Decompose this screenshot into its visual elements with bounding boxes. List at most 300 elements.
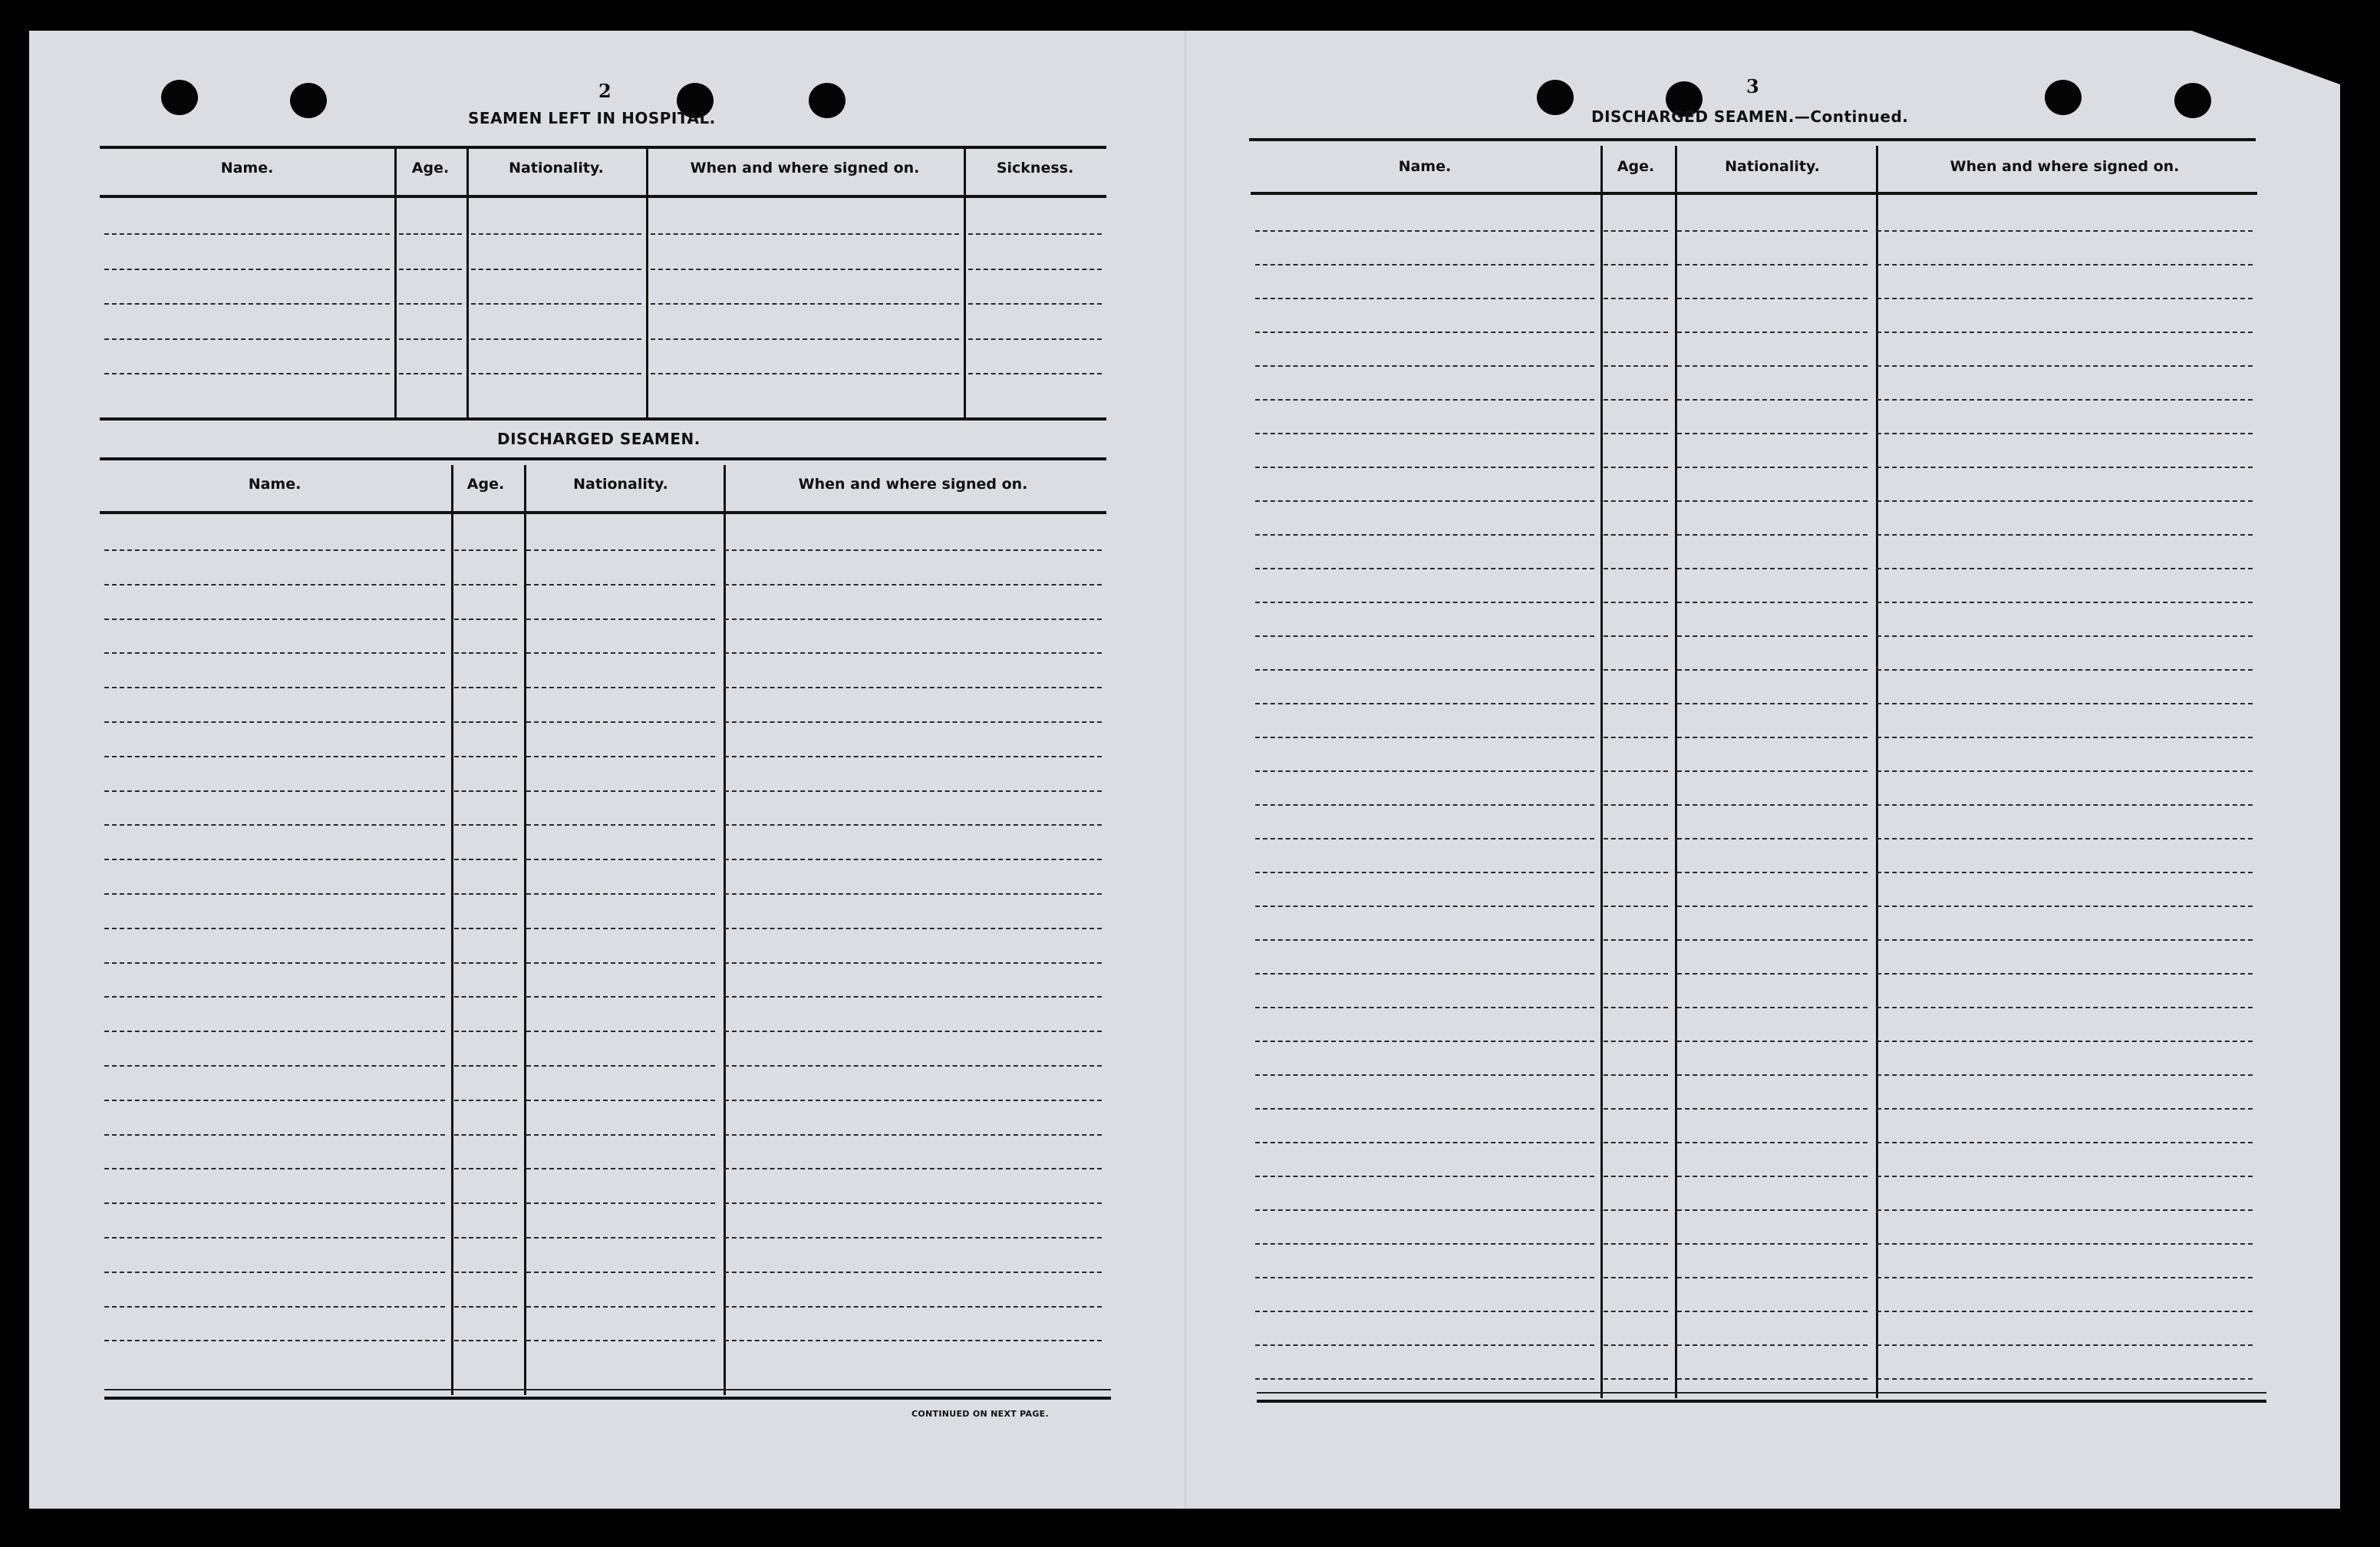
continued-ruled-line [1604,838,1668,839]
discharged-col-header: Age. [466,476,505,493]
continued-ruled-line [1677,230,1867,232]
continued-ruled-line [1677,905,1867,907]
continued-ruled-line [1604,433,1668,434]
continued-ruled-line [1255,973,1594,975]
continued-ruled-line [1877,1041,2253,1042]
continued-ruled-line [1255,1209,1594,1211]
continued-ruled-line [1877,770,2253,772]
continued-ruled-line [1877,703,2253,704]
hospital-ruled-line [471,269,641,270]
discharged-ruled-line [526,859,715,860]
continued-ruled-line [1677,602,1867,603]
discharged-ruled-line [724,549,1102,551]
continued-ruled-line [1255,467,1594,468]
continued-ruled-line [1255,1074,1594,1076]
discharged-ruled-line [724,1168,1102,1169]
continued-ruled-line [1877,838,2253,839]
discharged-ruled-line [724,1340,1102,1341]
continued-ruled-line [1877,1142,2253,1143]
discharged-col-header: When and where signed on. [798,476,1028,493]
hospital-ruled-line [399,338,462,340]
continued-ruled-line [1604,332,1668,333]
continued-ruled-line [1255,1108,1594,1110]
continued-ruled-line [1604,1243,1668,1245]
discharged-col-header: Name. [248,476,302,493]
discharged-ruled-line [104,1100,445,1101]
discharged-ruled-line [454,618,517,620]
continued-ruled-line [1255,433,1594,434]
hospital-ruled-line [104,338,390,340]
discharged-ruled-line [104,584,445,585]
continued-ruled-line [1677,264,1867,266]
discharged-col-divider [451,465,453,1395]
continued-header-rule [1251,192,2257,195]
continued-ruled-line [1604,264,1668,266]
continued-ruled-line [1255,1142,1594,1143]
discharged-ruled-line [454,1202,517,1204]
continued-ruled-line [1604,973,1668,975]
discharged-ruled-line [724,721,1102,723]
punch-hole [2045,80,2082,115]
hospital-ruled-line [968,269,1102,270]
continued-ruled-line [1877,1007,2253,1008]
discharged-ruled-line [724,893,1102,895]
discharged-ruled-line [724,859,1102,860]
continued-ruled-line [1877,1378,2253,1380]
discharged-continued-title: DISCHARGED SEAMEN.—Continued. [1591,107,1909,126]
hospital-ruled-line [651,269,959,270]
continued-ruled-line [1255,399,1594,401]
hospital-ruled-line [399,303,462,305]
discharged-table-bottom-rule [104,1397,1111,1400]
continued-ruled-line [1877,669,2253,671]
continued-ruled-line [1604,635,1668,637]
discharged-table-end-rule [104,1389,1111,1390]
continued-ruled-line [1604,669,1668,671]
discharged-ruled-line [526,1065,715,1067]
discharged-ruled-line [724,1134,1102,1136]
continued-ruled-line [1604,365,1668,367]
discharged-ruled-line [454,1306,517,1308]
discharged-col-divider [524,465,526,1395]
discharged-col-divider [724,465,726,1395]
discharged-ruled-line [724,1031,1102,1032]
discharged-ruled-line [454,1100,517,1101]
hospital-ruled-line [651,338,959,340]
continued-ruled-line [1877,399,2253,401]
continued-ruled-line [1604,298,1668,299]
discharged-ruled-line [454,928,517,929]
continued-ruled-line [1255,298,1594,299]
continued-ruled-line [1604,534,1668,536]
hospital-col-header: When and where signed on. [690,160,920,176]
continued-ruled-line [1677,1142,1867,1143]
continued-ruled-line [1877,1277,2253,1278]
continued-table-top-rule [1249,138,2256,141]
discharged-ruled-line [526,1272,715,1273]
continued-col-header: Nationality. [1725,158,1820,175]
discharged-ruled-line [454,996,517,998]
discharged-ruled-line [454,756,517,757]
punch-hole [809,83,846,118]
discharged-ruled-line [454,1340,517,1341]
discharged-ruled-line [454,1237,517,1239]
discharged-ruled-line [724,756,1102,757]
continued-ruled-line [1877,872,2253,873]
continued-ruled-line [1255,534,1594,536]
hospital-ruled-line [399,373,462,374]
continued-ruled-line [1604,568,1668,569]
continued-ruled-line [1877,804,2253,806]
hospital-ruled-line [471,233,641,235]
hospital-table-bottom-rule [100,417,1106,421]
continued-ruled-line [1604,230,1668,232]
continued-ruled-line [1255,230,1594,232]
hospital-ruled-line [471,338,641,340]
hospital-ruled-line [399,269,462,270]
discharged-ruled-line [104,996,445,998]
continued-ruled-line [1877,298,2253,299]
discharged-ruled-line [724,1202,1102,1204]
continued-ruled-line [1677,939,1867,941]
discharged-ruled-line [454,1065,517,1067]
discharged-ruled-line [724,1065,1102,1067]
continued-ruled-line [1877,568,2253,569]
discharged-ruled-line [104,1065,445,1067]
continued-ruled-line [1604,703,1668,704]
discharged-ruled-line [104,618,445,620]
continued-ruled-line [1677,298,1867,299]
discharged-ruled-line [724,996,1102,998]
continued-ruled-line [1255,1378,1594,1380]
continued-ruled-line [1255,804,1594,806]
continued-ruled-line [1677,1007,1867,1008]
continued-ruled-line [1877,1243,2253,1245]
continued-ruled-line [1255,872,1594,873]
hospital-ruled-line [471,303,641,305]
discharged-ruled-line [724,1306,1102,1308]
discharged-ruled-line [526,1168,715,1169]
discharged-ruled-line [104,756,445,757]
discharged-ruled-line [526,687,715,688]
continued-ruled-line [1255,770,1594,772]
discharged-ruled-line [454,652,517,654]
discharged-ruled-line [104,1306,445,1308]
discharged-ruled-line [454,584,517,585]
continued-ruled-line [1877,433,2253,434]
continued-ruled-line [1677,804,1867,806]
continued-ruled-line [1877,905,2253,907]
discharged-col-header: Nationality. [573,476,668,493]
discharged-ruled-line [526,721,715,723]
hospital-ruled-line [651,373,959,374]
hospital-ruled-line [968,373,1102,374]
continued-ruled-line [1677,635,1867,637]
continued-table-bottom-rule [1257,1400,2266,1403]
hospital-col-divider [964,147,966,417]
continued-ruled-line [1677,332,1867,333]
continued-ruled-line [1877,1344,2253,1346]
discharged-ruled-line [104,1168,445,1169]
continued-ruled-line [1255,1311,1594,1312]
continued-ruled-line [1255,1277,1594,1278]
continued-col-divider [1600,146,1603,1398]
discharged-ruled-line [526,824,715,826]
discharged-ruled-line [724,790,1102,792]
hospital-ruled-line [104,233,390,235]
continued-ruled-line [1677,433,1867,434]
continued-ruled-line [1604,1074,1668,1076]
discharged-ruled-line [104,1202,445,1204]
continued-ruled-line [1677,568,1867,569]
discharged-ruled-line [526,652,715,654]
page-number-left: 2 [598,80,611,102]
continued-col-header: Name. [1398,158,1452,175]
discharged-ruled-line [526,928,715,929]
continued-ruled-line [1677,500,1867,502]
continued-ruled-line [1255,1041,1594,1042]
continued-ruled-line [1604,1142,1668,1143]
continued-ruled-line [1677,737,1867,738]
hospital-ruled-line [968,233,1102,235]
continued-col-header: Age. [1617,158,1655,175]
discharged-ruled-line [454,1168,517,1169]
discharged-ruled-line [724,1100,1102,1101]
continued-ruled-line [1604,602,1668,603]
discharged-table-top-rule [100,457,1106,460]
punch-hole [161,80,198,115]
continued-ruled-line [1604,1041,1668,1042]
page-fold [1185,31,1186,1509]
hospital-ruled-line [471,373,641,374]
continued-ruled-line [1255,703,1594,704]
continued-ruled-line [1255,602,1594,603]
discharged-ruled-line [526,1031,715,1032]
discharged-ruled-line [526,618,715,620]
continued-ruled-line [1877,500,2253,502]
discharged-ruled-line [104,721,445,723]
discharged-ruled-line [526,1202,715,1204]
discharged-ruled-line [724,824,1102,826]
continued-ruled-line [1604,1378,1668,1380]
continued-ruled-line [1255,1243,1594,1245]
continued-ruled-line [1877,939,2253,941]
continued-ruled-line [1877,737,2253,738]
discharged-ruled-line [454,893,517,895]
punch-hole [290,83,327,118]
continued-ruled-line [1255,332,1594,333]
discharged-ruled-line [104,1272,445,1273]
discharged-header-rule [100,511,1106,514]
continued-ruled-line [1604,804,1668,806]
continued-ruled-line [1255,1176,1594,1177]
continued-ruled-line [1255,669,1594,671]
discharged-ruled-line [526,1134,715,1136]
discharged-ruled-line [104,1237,445,1239]
continued-ruled-line [1604,1209,1668,1211]
discharged-ruled-line [454,1134,517,1136]
discharged-ruled-line [104,687,445,688]
discharged-ruled-line [104,893,445,895]
hospital-col-header: Age. [411,160,450,176]
hospital-ruled-line [399,233,462,235]
continued-ruled-line [1877,467,2253,468]
continued-ruled-line [1255,737,1594,738]
hospital-ruled-line [104,373,390,374]
discharged-ruled-line [104,859,445,860]
continued-ruled-line [1255,905,1594,907]
continued-ruled-line [1677,1243,1867,1245]
continued-ruled-line [1677,703,1867,704]
continued-ruled-line [1877,230,2253,232]
continued-ruled-line [1677,1074,1867,1076]
discharged-ruled-line [104,790,445,792]
continued-ruled-line [1677,1277,1867,1278]
continued-ruled-line [1604,1108,1668,1110]
continued-ruled-line [1255,838,1594,839]
manifest-sheet [29,31,2340,1509]
discharged-ruled-line [454,824,517,826]
discharged-section-title: DISCHARGED SEAMEN. [497,430,700,448]
continued-ruled-line [1604,939,1668,941]
continued-ruled-line [1604,1277,1668,1278]
punch-hole [2174,83,2211,118]
discharged-ruled-line [724,928,1102,929]
discharged-ruled-line [526,1306,715,1308]
continued-ruled-line [1255,939,1594,941]
hospital-ruled-line [968,303,1102,305]
discharged-ruled-line [724,618,1102,620]
continued-ruled-line [1604,770,1668,772]
continued-ruled-line [1677,467,1867,468]
hospital-ruled-line [104,303,390,305]
continued-ruled-line [1255,1344,1594,1346]
continued-ruled-line [1677,838,1867,839]
continued-ruled-line [1877,365,2253,367]
continued-ruled-line [1604,737,1668,738]
continued-ruled-line [1604,1311,1668,1312]
discharged-ruled-line [104,1340,445,1341]
torn-corner [2010,31,2340,84]
hospital-col-header: Nationality. [509,160,604,176]
hospital-ruled-line [104,269,390,270]
continued-ruled-line [1677,1344,1867,1346]
page-number-right: 3 [1746,75,1759,97]
continued-ruled-line [1677,1378,1867,1380]
discharged-ruled-line [526,962,715,964]
hospital-col-header: Sickness. [996,160,1074,176]
continued-ruled-line [1604,399,1668,401]
discharged-ruled-line [724,584,1102,585]
discharged-ruled-line [724,1237,1102,1239]
hospital-header-rule [100,195,1106,198]
discharged-ruled-line [526,549,715,551]
continued-ruled-line [1877,1311,2253,1312]
continued-ruled-line [1604,872,1668,873]
hospital-section-title: SEAMEN LEFT IN HOSPITAL. [468,109,716,127]
continued-ruled-line [1604,500,1668,502]
continued-ruled-line [1677,365,1867,367]
discharged-ruled-line [454,1031,517,1032]
continued-ruled-line [1877,1209,2253,1211]
discharged-ruled-line [526,1340,715,1341]
discharged-ruled-line [104,962,445,964]
continued-ruled-line [1604,1344,1668,1346]
discharged-ruled-line [454,1272,517,1273]
continued-ruled-line [1677,1108,1867,1110]
discharged-ruled-line [526,1100,715,1101]
continued-col-header: When and where signed on. [1950,158,2180,175]
discharged-ruled-line [104,652,445,654]
continued-ruled-line [1877,264,2253,266]
discharged-ruled-line [526,893,715,895]
continued-ruled-line [1604,1007,1668,1008]
continued-ruled-line [1877,332,2253,333]
continued-ruled-line [1677,770,1867,772]
hospital-table-top-rule [100,146,1106,149]
hospital-ruled-line [651,233,959,235]
continued-ruled-line [1255,500,1594,502]
discharged-ruled-line [454,859,517,860]
hospital-ruled-line [968,338,1102,340]
continued-ruled-line [1677,669,1867,671]
continued-ruled-line [1677,399,1867,401]
discharged-ruled-line [454,687,517,688]
continued-ruled-line [1877,635,2253,637]
hospital-col-divider [394,147,397,417]
discharged-ruled-line [526,756,715,757]
discharged-ruled-line [724,962,1102,964]
discharged-ruled-line [454,962,517,964]
hospital-col-divider [466,147,469,417]
discharged-ruled-line [724,687,1102,688]
discharged-ruled-line [104,1134,445,1136]
discharged-ruled-line [454,790,517,792]
continued-ruled-line [1255,568,1594,569]
continued-ruled-line [1877,602,2253,603]
discharged-ruled-line [104,824,445,826]
hospital-ruled-line [651,303,959,305]
continued-ruled-line [1604,1176,1668,1177]
continued-ruled-line [1677,1041,1867,1042]
continued-ruled-line [1677,973,1867,975]
continued-note: CONTINUED ON NEXT PAGE. [911,1409,1049,1419]
hospital-col-header: Name. [220,160,274,176]
discharged-ruled-line [724,652,1102,654]
continued-ruled-line [1255,1007,1594,1008]
punch-hole [1537,80,1574,115]
hospital-col-divider [646,147,648,417]
continued-ruled-line [1877,1074,2253,1076]
discharged-ruled-line [526,996,715,998]
discharged-ruled-line [104,928,445,929]
continued-ruled-line [1255,264,1594,266]
discharged-ruled-line [526,584,715,585]
continued-ruled-line [1677,872,1867,873]
discharged-ruled-line [724,1272,1102,1273]
continued-ruled-line [1677,534,1867,536]
discharged-ruled-line [526,790,715,792]
continued-ruled-line [1677,1209,1867,1211]
continued-ruled-line [1677,1311,1867,1312]
continued-ruled-line [1877,1176,2253,1177]
continued-ruled-line [1877,1108,2253,1110]
discharged-ruled-line [104,1031,445,1032]
discharged-ruled-line [526,1237,715,1239]
continued-ruled-line [1604,467,1668,468]
continued-ruled-line [1877,534,2253,536]
continued-ruled-line [1604,905,1668,907]
